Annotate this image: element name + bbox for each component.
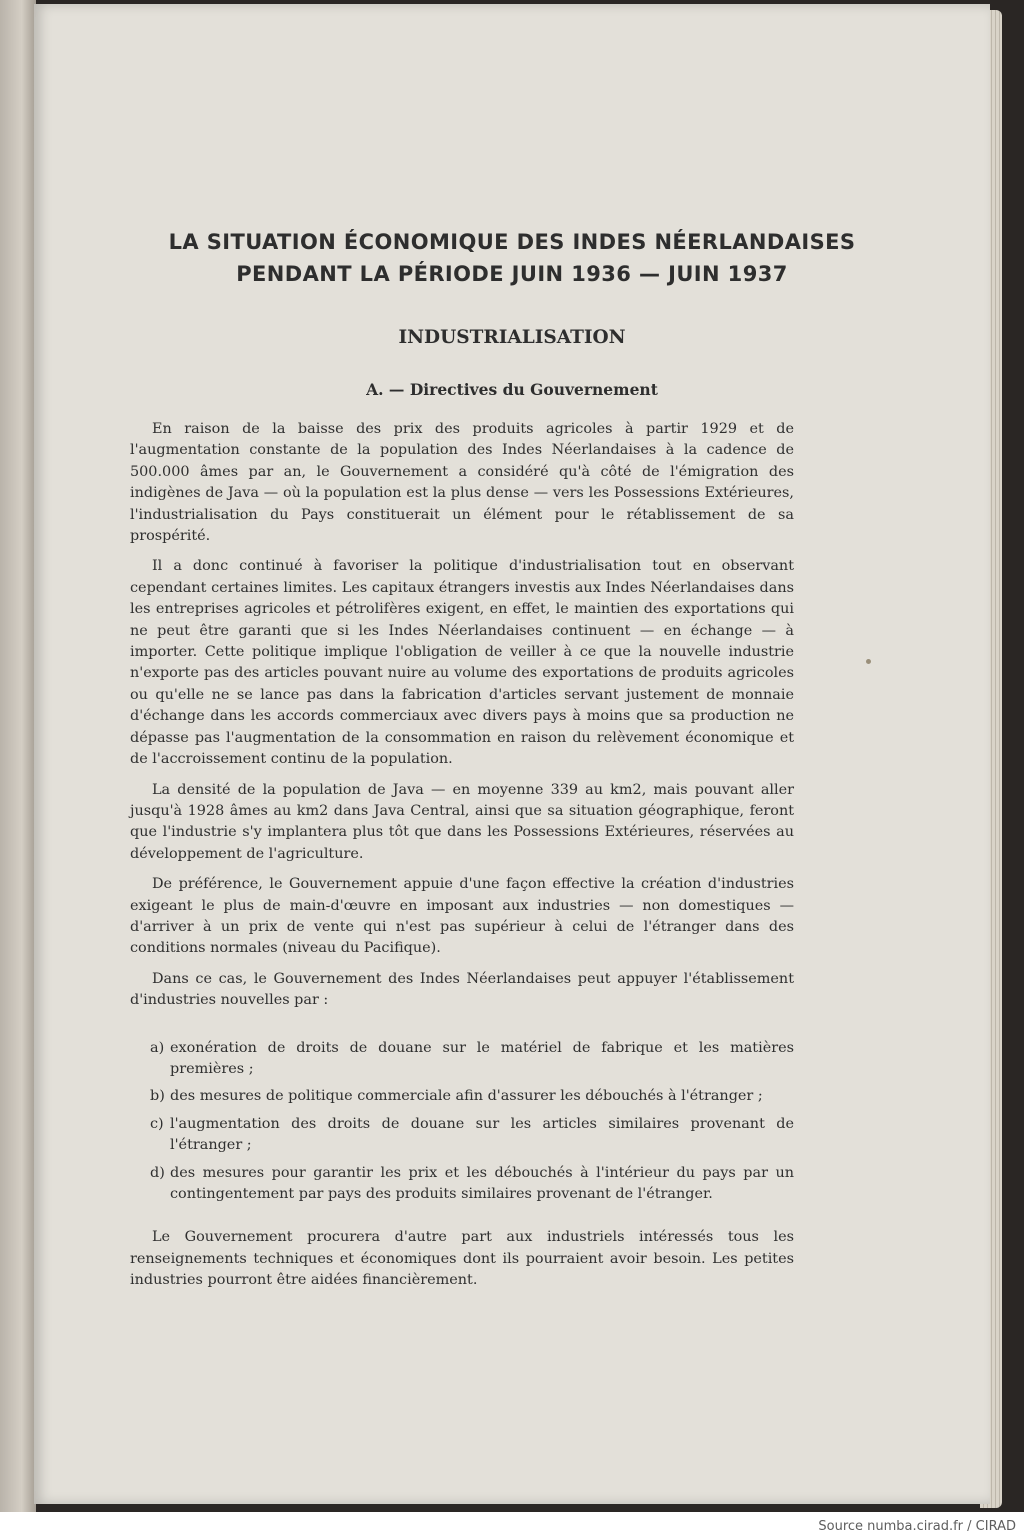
list-item	[130, 1114, 794, 1157]
title-line-1: LA SITUATION ÉCONOMIQUE DES INDES NÉERLANDAISES	[168, 230, 856, 254]
title-line-2: PENDANT LA PÉRIODE JUIN 1936 — JUIN 1937	[236, 262, 788, 286]
list-item-text: des mesures pour garantir les prix et les débouchés à l'intérieur du pays par un contingentement par pays des produits similaires provenant de l'étranger.	[170, 1164, 794, 1202]
section-heading: INDUSTRIALISATION	[398, 327, 626, 348]
list-item-text: exonération de droits de douane sur le matériel de fabrique et les matières premières ;	[170, 1039, 794, 1077]
paragraph: En raison de la baisse des prix des produits agricoles à partir 1929 et de l'augmentation constante de la population des Indes Néerlandaises à la cadence de 500.000 âmes par an, le Gouvernement a considéré qu'à côté de l'émigration des indigènes de Java — où la population est la plus dense — vers les Possessions Extérieures, l'industrialisation du Pays constituerait un élément pour le rétablissement de sa prospérité.	[130, 421, 794, 545]
paper-speck	[866, 659, 871, 664]
paragraph: Dans ce cas, le Gouvernement des Indes Néerlandaises peut appuyer l'établissement d'industries nouvelles par :	[130, 970, 794, 1009]
list-item	[130, 1163, 794, 1206]
list-item	[130, 1086, 794, 1107]
list-item-text: des mesures de politique commerciale afin d'assurer les débouchés à l'étranger ;	[170, 1088, 763, 1105]
closing-paragraph: Le Gouvernement procurera d'autre part aux industriels intéressés tous les renseignements techniques et économiques dont ils pourraient avoir besoin. Les petites industries pourront être aidées financièrement.	[130, 1229, 794, 1289]
list-item-label: b)	[150, 1088, 165, 1105]
paragraph: La densité de la population de Java — en moyenne 339 au km2, mais pouvant aller jusqu'à 1928 âmes au km2 dans Java Central, ainsi que sa situation géographique, feront que l'industrie s'y implantera plus tôt que dans les Possessions Extérieures, réservées au développement de l'agriculture.	[130, 781, 794, 862]
list-item	[130, 1038, 794, 1081]
paragraph: Il a donc continué à favoriser la politique d'industrialisation tout en observant cependant certaines limites. Les capitaux étrangers investis aux Indes Néerlandaises dans les entreprises agricoles et pétrolifères exigent, en effet, le maintien des exportations qui ne peut être garanti que si les Indes Néerlandaises continuent — en échange — à importer. Cette politique implique l'obligation de veiller à ce que la nouvelle industrie n'exporte pas des articles pouvant nuire au volume des exportations de produits agricoles ou qu'elle ne se lance pas dans la fabrication d'articles servant justement de monnaie d'échange dans les accords commerciaux avec divers pays à moins que sa production ne dépasse pas l'augmentation de la consommation en raison du relèvement économique et de l'accroissement continu de la population.	[130, 558, 794, 768]
paragraph: De préférence, le Gouvernement appuie d'une façon effective la création d'industries exigeant le plus de main-d'œuvre en imposant aux industries — non domestiques — d'arriver à un prix de vente qui n'est pas supérieur à celui de l'étranger dans des conditions normales (niveau du Pacifique).	[130, 876, 794, 957]
list-item-label: d)	[150, 1164, 165, 1181]
list-item-label: c)	[150, 1115, 164, 1132]
document-title	[34, 226, 990, 290]
list-item-label: a)	[150, 1039, 165, 1056]
document-body	[130, 419, 794, 1301]
source-credit: Source numba.cirad.fr / CIRAD	[818, 1519, 1016, 1534]
subsection-heading: A. — Directives du Gouvernement	[366, 380, 658, 399]
binding-gutter	[0, 0, 36, 1512]
list-item-text: l'augmentation des droits de douane sur les articles similaires provenant de l'étranger ;	[170, 1115, 794, 1154]
measures-list	[130, 1038, 794, 1206]
